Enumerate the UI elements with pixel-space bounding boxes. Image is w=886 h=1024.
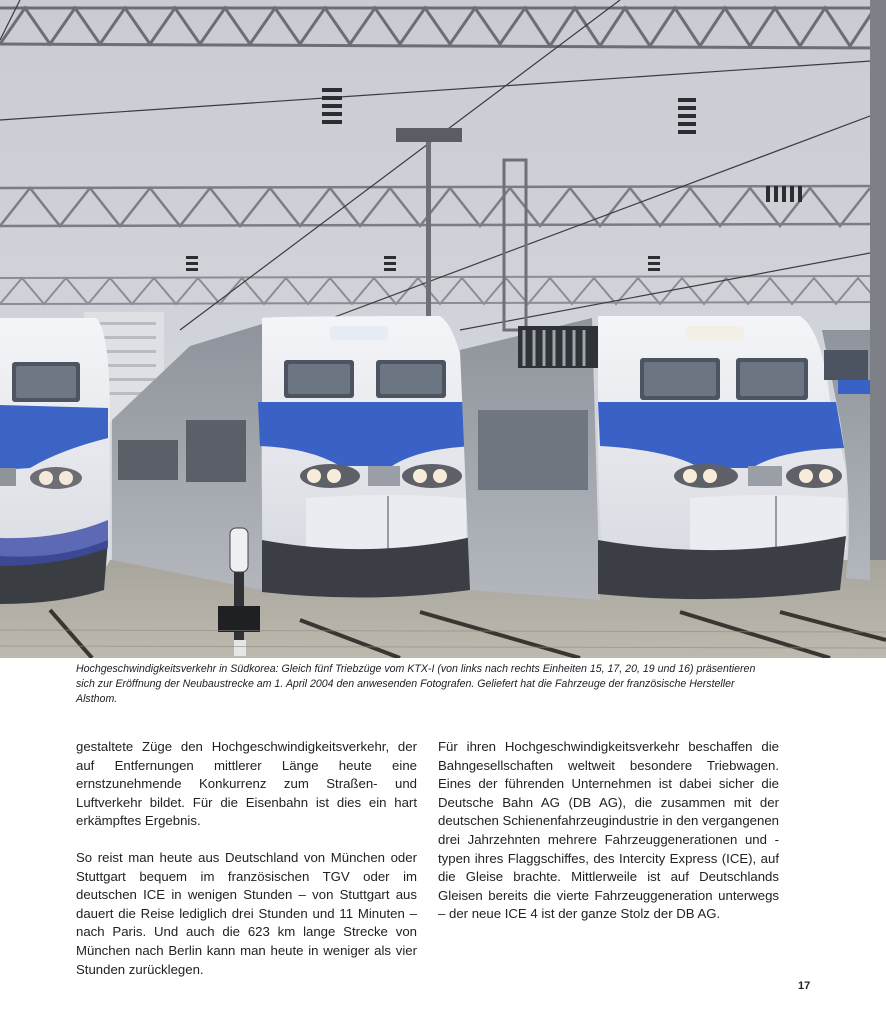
body-paragraph: gestaltete Züge den Hochgeschwindigkeitsverkehr, der auf Entfernungen mittlerer Länge heute eine ernstzunehmende Konkurrenz zum Straßen- und Luftverkehr bildet. Für die Eisenbahn ist dies ein hart erkämpftes Ergebnis. <box>76 739 417 829</box>
body-paragraph: Für ihren Hochgeschwindigkeitsverkehr beschaffen die Bahngesellschaften weltweit besondere Triebwagen. Eines der führenden Unternehmen ist dabei sicher die Deutsche Bahn AG (DB AG), die zusammen mit der deutschen Schienenfahrzeugindustrie in den vergangenen drei Jahrzehnten mehrere Fahrzeuggenerationen und -typen ihres Flaggschiffes, des Intercity Express (ICE), auf die Gleise brachte. Mittlerweile ist auf Deutschlands Gleisen bereits die vierte Fahrzeuggeneration unterwegs – der neue ICE 4 ist der ganze Stolz der DB AG. <box>438 739 779 922</box>
page-number: 17 <box>798 980 811 992</box>
left-column <box>76 738 417 979</box>
body-paragraph: So reist man heute aus Deutschland von München oder Stuttgart bequem im französischen TGV oder im deutschen ICE in wenigen Stunden – von Stuttgart aus dauert die Reise lediglich drei Stunden und 11 Minuten – nach Paris. Und auch die 623 km lange Strecke von München nach Berlin kann man heute in weniger als vier Stunden zurücklegen. <box>76 849 417 977</box>
photo-caption: Hochgeschwindigkeitsverkehr in Südkorea: Gleich fünf Triebzüge vom KTX-I (von links nach rechts Einheiten 15, 17, 20, 19 und 16) präsentieren sich zur Eröffnung der Neubaustrecke am 1. April 2004 den anwesenden Fotografen. Geliefert hat die Fahrzeuge der französische Hersteller Alsthom. <box>76 663 756 705</box>
right-column <box>438 738 779 924</box>
